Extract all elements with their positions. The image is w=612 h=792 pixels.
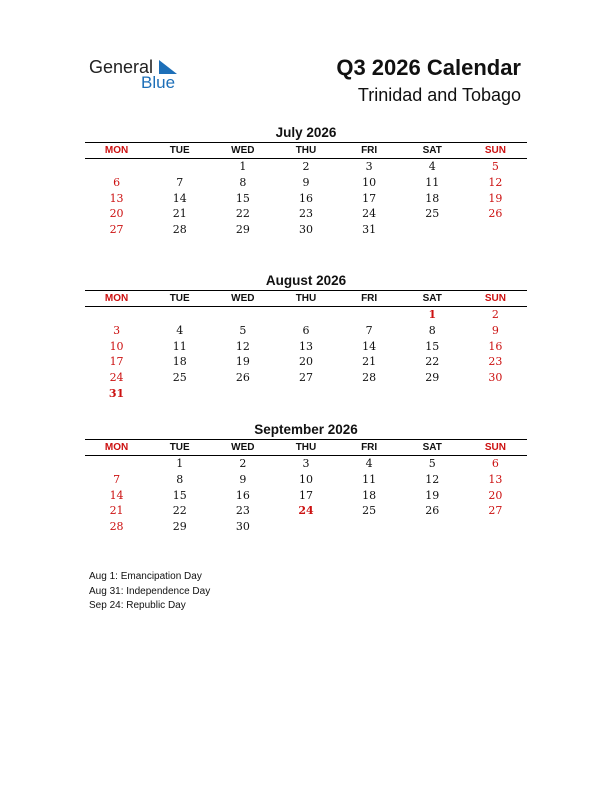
logo-blue-text: Blue (141, 73, 176, 92)
day-cell: 28 (109, 520, 124, 534)
empty-day-cell (85, 159, 148, 175)
week-row (85, 519, 527, 535)
week-row (85, 456, 527, 472)
day-cell: 19 (235, 355, 250, 369)
day-cell: 13 (109, 191, 124, 205)
day-cell: 19 (488, 191, 503, 205)
empty-day-cell (148, 307, 211, 323)
day-cell: 22 (425, 355, 440, 369)
day-cell: 23 (488, 355, 503, 369)
day-cell: 12 (235, 339, 250, 353)
weekday-wed: WED (231, 293, 255, 304)
day-cell: 5 (239, 323, 247, 337)
day-cell: 8 (428, 323, 436, 337)
day-cell: 14 (172, 191, 187, 205)
empty-day-cell (401, 222, 464, 238)
day-cell: 5 (491, 160, 499, 173)
weekday-header (85, 142, 527, 159)
weekday-wed: WED (231, 442, 255, 453)
weekday-fri: FRI (361, 442, 378, 453)
month-title: August 2026 (265, 273, 347, 288)
day-cell: 16 (298, 191, 313, 205)
day-cell: 29 (172, 520, 187, 534)
empty-day-cell (85, 456, 148, 472)
day-cell: 26 (425, 504, 440, 518)
day-cell: 25 (172, 371, 187, 385)
day-cell: 29 (235, 223, 250, 237)
empty-day-cell (211, 386, 274, 402)
empty-day-cell (401, 386, 464, 402)
day-cell: 17 (109, 355, 124, 369)
day-cell: 10 (109, 339, 124, 353)
day-cell: 24 (298, 504, 314, 518)
day-cell: 27 (109, 223, 124, 237)
month-grid (85, 307, 527, 402)
weekday-wed: WED (231, 145, 255, 156)
day-cell: 7 (365, 323, 373, 337)
week-row (85, 191, 527, 207)
empty-day-cell (338, 519, 401, 535)
day-cell: 22 (172, 504, 187, 518)
day-cell: 11 (172, 339, 187, 353)
week-row (85, 159, 527, 175)
day-cell: 7 (176, 175, 184, 189)
month-grid (85, 159, 527, 238)
day-cell: 17 (362, 191, 377, 205)
empty-day-cell (85, 307, 148, 323)
holiday-note: Aug 1: Emancipation Day (89, 571, 202, 582)
weekday-mon: MON (104, 293, 129, 304)
logo-flag-icon (159, 60, 177, 74)
week-row (85, 386, 527, 402)
day-cell: 10 (298, 472, 313, 486)
weekday-tue: TUE (169, 442, 190, 453)
weekday-header (85, 290, 527, 307)
day-cell: 16 (235, 488, 250, 502)
weekday-sat: SAT (422, 145, 442, 156)
day-cell: 2 (491, 308, 499, 321)
day-cell: 13 (488, 472, 503, 486)
day-cell: 8 (239, 175, 247, 189)
week-row (85, 206, 527, 222)
day-cell: 28 (362, 371, 377, 385)
day-cell: 15 (235, 191, 250, 205)
empty-day-cell (148, 159, 211, 175)
weekday-tue: TUE (169, 145, 190, 156)
holiday-notes (89, 570, 210, 614)
week-row (85, 175, 527, 191)
day-cell: 10 (362, 175, 377, 189)
weekday-thu: THU (295, 145, 317, 156)
day-cell: 1 (428, 308, 437, 321)
empty-day-cell (338, 307, 401, 323)
week-row (85, 472, 527, 488)
week-row (85, 370, 527, 386)
day-cell: 15 (425, 339, 440, 353)
empty-day-cell (401, 519, 464, 535)
weekday-sat: SAT (422, 293, 442, 304)
day-cell: 3 (365, 160, 373, 173)
day-cell: 4 (365, 457, 373, 470)
weekday-sun: SUN (484, 293, 506, 304)
weekday-sat: SAT (422, 442, 442, 453)
day-cell: 9 (491, 323, 499, 337)
day-cell: 6 (302, 323, 310, 337)
empty-day-cell (464, 222, 527, 238)
day-cell: 19 (425, 488, 440, 502)
day-cell: 18 (425, 191, 440, 205)
day-cell: 12 (488, 175, 503, 189)
day-cell: 9 (302, 175, 310, 189)
weekday-mon: MON (104, 145, 129, 156)
day-cell: 29 (425, 371, 440, 385)
week-row (85, 307, 527, 323)
day-cell: 22 (235, 207, 250, 221)
day-cell: 3 (302, 457, 310, 470)
day-cell: 14 (362, 339, 377, 353)
empty-day-cell (464, 386, 527, 402)
day-cell: 6 (491, 457, 499, 470)
week-row (85, 222, 527, 238)
day-cell: 21 (109, 504, 124, 518)
day-cell: 18 (172, 355, 187, 369)
day-cell: 21 (362, 355, 377, 369)
weekday-fri: FRI (361, 293, 378, 304)
day-cell: 1 (176, 457, 184, 470)
day-cell: 2 (302, 160, 310, 173)
day-cell: 30 (235, 520, 250, 534)
empty-day-cell (274, 307, 337, 323)
empty-day-cell (274, 519, 337, 535)
day-cell: 23 (298, 207, 313, 221)
day-cell: 1 (239, 160, 247, 173)
weekday-thu: THU (295, 442, 317, 453)
day-cell: 3 (113, 323, 121, 337)
week-row (85, 339, 527, 355)
day-cell: 11 (362, 472, 377, 486)
month-title: July 2026 (275, 125, 337, 140)
logo-general-text: General (89, 57, 154, 77)
day-cell: 28 (172, 223, 187, 237)
empty-day-cell (148, 386, 211, 402)
week-row (85, 323, 527, 339)
month-title: September 2026 (254, 422, 358, 437)
empty-day-cell (211, 307, 274, 323)
day-cell: 25 (425, 207, 440, 221)
weekday-tue: TUE (169, 293, 190, 304)
day-cell: 7 (113, 472, 121, 486)
day-cell: 14 (109, 488, 124, 502)
week-row (85, 488, 527, 504)
logo (89, 57, 189, 97)
day-cell: 16 (488, 339, 503, 353)
day-cell: 13 (298, 339, 313, 353)
day-cell: 27 (298, 371, 313, 385)
day-cell: 31 (108, 386, 125, 400)
day-cell: 8 (176, 472, 184, 486)
day-cell: 4 (428, 160, 436, 173)
day-cell: 30 (298, 223, 313, 237)
weekday-header (85, 439, 527, 456)
day-cell: 24 (109, 371, 124, 385)
page-title: Q3 2026 Calendar (336, 55, 521, 80)
day-cell: 6 (113, 175, 121, 189)
day-cell: 26 (488, 207, 503, 221)
empty-day-cell (464, 519, 527, 535)
weekday-mon: MON (104, 442, 129, 453)
day-cell: 26 (235, 371, 250, 385)
holiday-note: Sep 24: Republic Day (89, 600, 186, 611)
day-cell: 2 (239, 457, 247, 470)
day-cell: 21 (172, 207, 187, 221)
empty-day-cell (274, 386, 337, 402)
weekday-thu: THU (295, 293, 317, 304)
day-cell: 20 (298, 355, 313, 369)
day-cell: 12 (425, 472, 440, 486)
day-cell: 31 (362, 223, 377, 237)
day-cell: 30 (488, 371, 503, 385)
day-cell: 17 (298, 488, 313, 502)
day-cell: 27 (488, 504, 503, 518)
day-cell: 4 (176, 323, 184, 337)
day-cell: 24 (362, 207, 377, 221)
month-grid (85, 456, 527, 535)
day-cell: 15 (172, 488, 187, 502)
day-cell: 11 (425, 175, 440, 189)
month-july (85, 124, 527, 238)
day-cell: 23 (235, 504, 250, 518)
day-cell: 18 (362, 488, 377, 502)
day-cell: 25 (362, 504, 377, 518)
week-row (85, 503, 527, 519)
weekday-sun: SUN (484, 145, 506, 156)
page-subtitle: Trinidad and Tobago (357, 85, 521, 105)
holiday-note: Aug 31: Independence Day (89, 585, 211, 597)
week-row (85, 354, 527, 370)
month-august (85, 272, 527, 402)
weekday-fri: FRI (361, 145, 378, 156)
weekday-sun: SUN (484, 442, 506, 453)
month-september (85, 421, 527, 535)
day-cell: 5 (428, 457, 436, 470)
day-cell: 20 (109, 207, 124, 221)
day-cell: 9 (239, 472, 247, 486)
empty-day-cell (338, 386, 401, 402)
day-cell: 20 (488, 488, 503, 502)
